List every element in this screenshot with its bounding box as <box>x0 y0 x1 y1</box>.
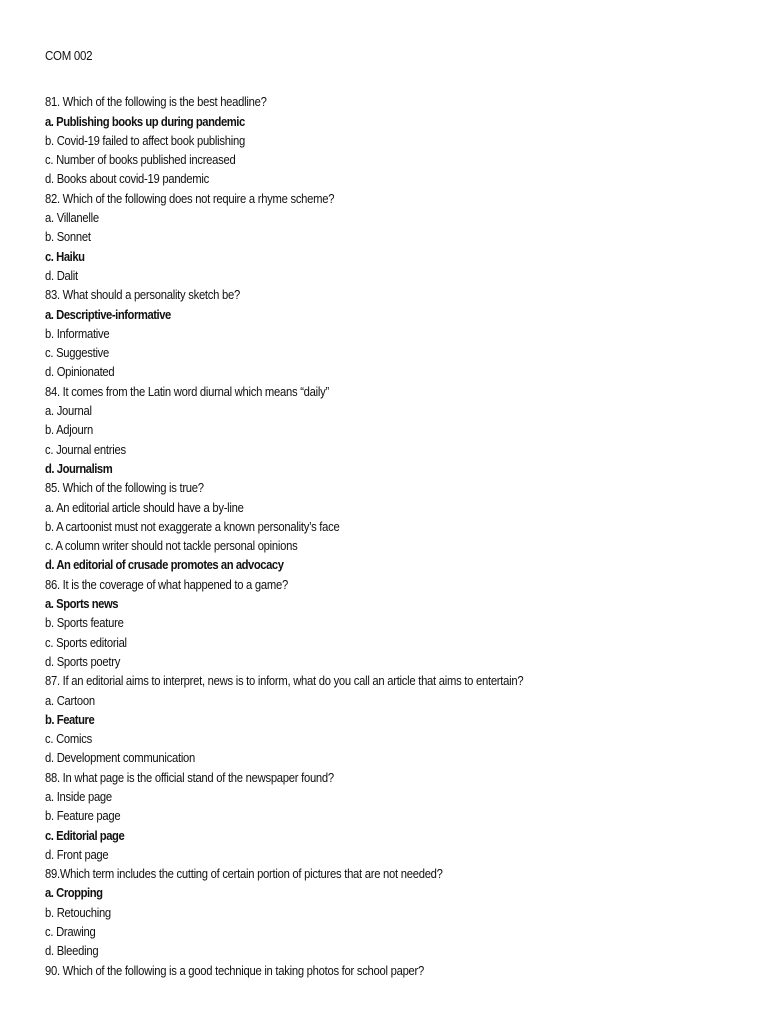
answer-option: b. Sports feature <box>45 616 124 631</box>
answer-option: b. A cartoonist must not exaggerate a known personality’s face <box>45 519 340 534</box>
correct-answer-option: c. Haiku <box>45 249 85 264</box>
answer-option: d. Opinionated <box>45 365 115 380</box>
question-text: 82. Which of the following does not require a rhyme scheme? <box>45 191 335 206</box>
answer-option: c. Number of books published increased <box>45 153 236 168</box>
answer-option: d. Front page <box>45 847 109 862</box>
answer-option: d. Sports poetry <box>45 654 121 669</box>
question-text: 89.Which term includes the cutting of certain portion of pictures that are not needed? <box>45 867 443 882</box>
answer-option: a. Journal <box>45 404 92 419</box>
answer-option: c. Comics <box>45 732 92 747</box>
answer-option: a. An editorial article should have a by-line <box>45 500 244 515</box>
answer-option: c. A column writer should not tackle personal opinions <box>45 539 298 554</box>
answer-option: d. Development communication <box>45 751 196 766</box>
question-text: 81. Which of the following is the best headline? <box>45 95 267 110</box>
answer-option: b. Feature page <box>45 809 121 824</box>
correct-answer-option: c. Editorial page <box>45 828 125 843</box>
answer-option: b. Covid-19 failed to affect book publishing <box>45 133 245 148</box>
question-text: 86. It is the coverage of what happened to a game? <box>45 577 288 592</box>
answer-option: c. Suggestive <box>45 346 110 361</box>
answer-option: b. Informative <box>45 326 110 341</box>
question-text: 90. Which of the following is a good technique in taking photos for school paper? <box>45 963 425 978</box>
question-text: 88. In what page is the official stand of the newspaper found? <box>45 770 334 785</box>
answer-option: a. Villanelle <box>45 211 99 226</box>
answer-option: c. Sports editorial <box>45 635 127 650</box>
correct-answer-option: a. Sports news <box>45 597 119 612</box>
answer-option: c. Drawing <box>45 925 96 940</box>
correct-answer-option: a. Cropping <box>45 886 103 901</box>
question-text: 83. What should a personality sketch be? <box>45 288 240 303</box>
question-text: 85. Which of the following is true? <box>45 481 204 496</box>
answer-option: b. Retouching <box>45 905 111 920</box>
answer-option: b. Adjourn <box>45 423 93 438</box>
answer-option: d. Books about covid-19 pandemic <box>45 172 209 187</box>
document-title: COM 002 <box>45 49 93 63</box>
answer-option: d. Dalit <box>45 268 78 283</box>
question-text: 87. If an editorial aims to interpret, news is to inform, what do you call an article that aims to entertain? <box>45 674 524 689</box>
document-page <box>45 47 745 981</box>
correct-answer-option: b. Feature <box>45 712 95 727</box>
answer-option: b. Sonnet <box>45 230 91 245</box>
correct-answer-option: a. Descriptive-informative <box>45 307 171 322</box>
correct-answer-option: a. Publishing books up during pandemic <box>45 114 245 129</box>
answer-option: a. Cartoon <box>45 693 95 708</box>
question-list <box>45 93 745 981</box>
correct-answer-option: d. Journalism <box>45 461 113 476</box>
answer-option: c. Journal entries <box>45 442 126 457</box>
answer-option: d. Bleeding <box>45 944 99 959</box>
question-text: 84. It comes from the Latin word diurnal which means “daily” <box>45 384 329 399</box>
answer-option: a. Inside page <box>45 789 112 804</box>
correct-answer-option: d. An editorial of crusade promotes an advocacy <box>45 558 284 573</box>
